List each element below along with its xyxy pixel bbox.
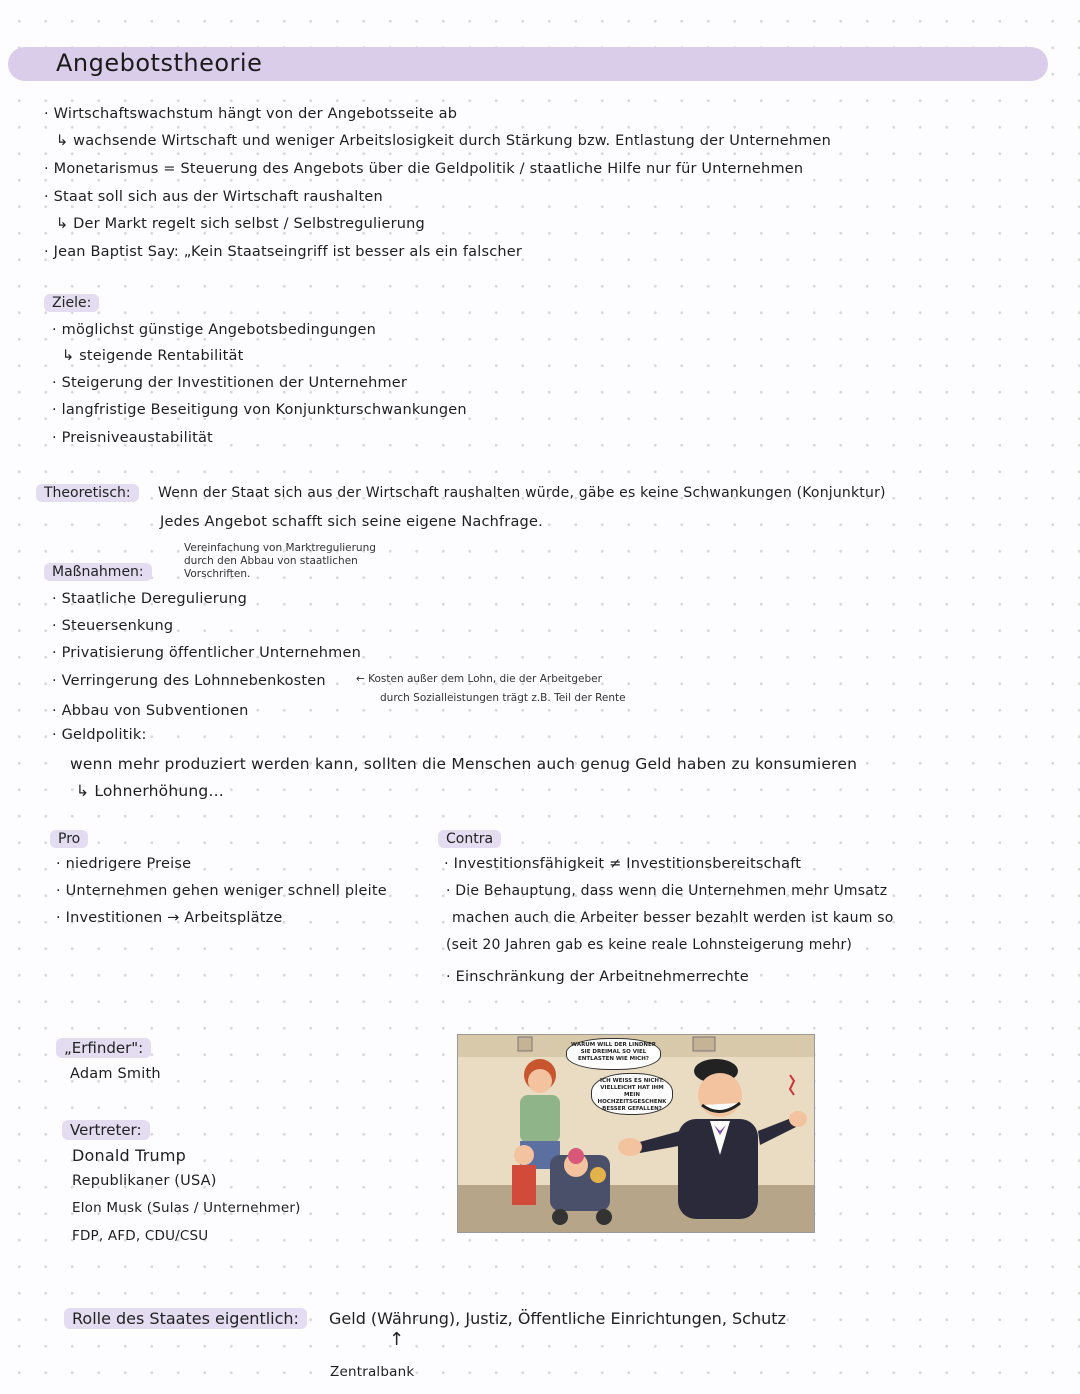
speech-bubble: WARUM WILL DER LINDNER SIE DREIMAL SO VIEL ENTLASTEN WIE MICH? [566, 1038, 661, 1070]
pro-item: · Unternehmen gehen weniger schnell pleite [56, 883, 387, 899]
ziele-item: · langfristige Beseitigung von Konjunkturschwankungen [52, 402, 467, 418]
massnahmen-item: · Abbau von Subventionen [52, 703, 249, 719]
contra-item: · Investitionsfähigkeit ≠ Investitionsbereitschaft [444, 856, 802, 872]
massnahmen-item: · Geldpolitik: [52, 727, 147, 743]
pro-item: · niedrigere Preise [56, 856, 192, 872]
vertreter-item: Republikaner (USA) [72, 1173, 217, 1189]
intro-line: · Wirtschaftswachstum hängt von der Angebotsseite ab [44, 106, 458, 122]
ziele-item: · Preisniveaustabilität [52, 430, 213, 446]
page-title: Angebotstheorie [56, 49, 263, 77]
ziele-item: ↳ steigende Rentabilität [62, 348, 244, 364]
massnahmen-item: · Steuersenkung [52, 618, 174, 634]
pro-label: Pro [50, 830, 88, 848]
rolle-sub: Zentralbank [330, 1364, 415, 1380]
vertreter-item: Donald Trump [72, 1146, 187, 1165]
erfinder-name: Adam Smith [70, 1066, 161, 1082]
geldpolitik-text: wenn mehr produziert werden kann, sollten die Menschen auch genug Geld haben zu konsumieren [70, 755, 858, 773]
ziele-item: · möglichst günstige Angebotsbedingungen [52, 322, 377, 338]
theoretisch-label: Theoretisch: [36, 484, 139, 502]
ziele-label: Ziele: [44, 294, 99, 312]
vertreter-item: FDP, AFD, CDU/CSU [72, 1228, 209, 1244]
intro-line: ↳ wachsende Wirtschaft und weniger Arbeitslosigkeit durch Stärkung bzw. Entlastung der Unternehmen [56, 133, 832, 149]
cartoon-image [457, 1034, 815, 1233]
theoretisch-line: Wenn der Staat sich aus der Wirtschaft raushalten würde, gäbe es keine Schwankungen (Konjunktur) [158, 485, 886, 501]
massnahmen-item: · Verringerung des Lohnnebenkosten [52, 673, 326, 689]
contra-item: · Einschränkung der Arbeitnehmerrechte [446, 969, 749, 985]
lohn-note: ← Kosten außer dem Lohn, die der Arbeitgeber [356, 673, 602, 685]
rolle-label: Rolle des Staates eigentlich: [64, 1308, 307, 1329]
intro-line: · Staat soll sich aus der Wirtschaft raushalten [44, 189, 383, 205]
intro-line: · Monetarismus = Steuerung des Angebots über die Geldpolitik / staatliche Hilfe nur für Unternehmen [44, 161, 804, 177]
massnahmen-label: Maßnahmen: [44, 563, 152, 581]
massnahmen-note: durch den Abbau von staatlichen [184, 555, 358, 567]
massnahmen-item: · Staatliche Deregulierung [52, 591, 248, 607]
vertreter-label: Vertreter: [62, 1120, 150, 1140]
geldpolitik-sub: ↳ Lohnerhöhung... [76, 782, 224, 800]
ziele-item: · Steigerung der Investitionen der Unternehmer [52, 375, 408, 391]
pro-item: · Investitionen → Arbeitsplätze [56, 910, 283, 926]
massnahmen-item: · Privatisierung öffentlicher Unternehmen [52, 645, 361, 661]
rolle-text: Geld (Währung), Justiz, Öffentliche Einrichtungen, Schutz [329, 1309, 786, 1328]
erfinder-label: „Erfinder": [56, 1038, 151, 1058]
vertreter-item: Elon Musk (Sulas / Unternehmer) [72, 1200, 301, 1216]
up-arrow-icon: ↑ [389, 1329, 405, 1350]
theoretisch-line: Jedes Angebot schafft sich seine eigene Nachfrage. [160, 514, 543, 530]
speech-bubble: ICH WEISS ES NICHT. VIELLEICHT HAT IHM MEIN HOCHZEITSGESCHENK BESSER GEFALLEN? [591, 1073, 673, 1115]
intro-line: · Jean Baptist Say: „Kein Staatseingriff ist besser als ein falscher [44, 244, 523, 260]
lohn-note: durch Sozialleistungen trägt z.B. Teil der Rente [380, 692, 626, 704]
contra-item: (seit 20 Jahren gab es keine reale Lohnsteigerung mehr) [446, 937, 853, 953]
intro-line: ↳ Der Markt regelt sich selbst / Selbstregulierung [56, 216, 425, 232]
contra-item: machen auch die Arbeiter besser bezahlt werden ist kaum so [452, 910, 894, 926]
contra-item: · Die Behauptung, dass wenn die Unternehmen mehr Umsatz [446, 883, 888, 899]
massnahmen-note: Vereinfachung von Marktregulierung [184, 542, 376, 554]
contra-label: Contra [438, 830, 501, 848]
massnahmen-note: Vorschriften. [184, 568, 251, 580]
